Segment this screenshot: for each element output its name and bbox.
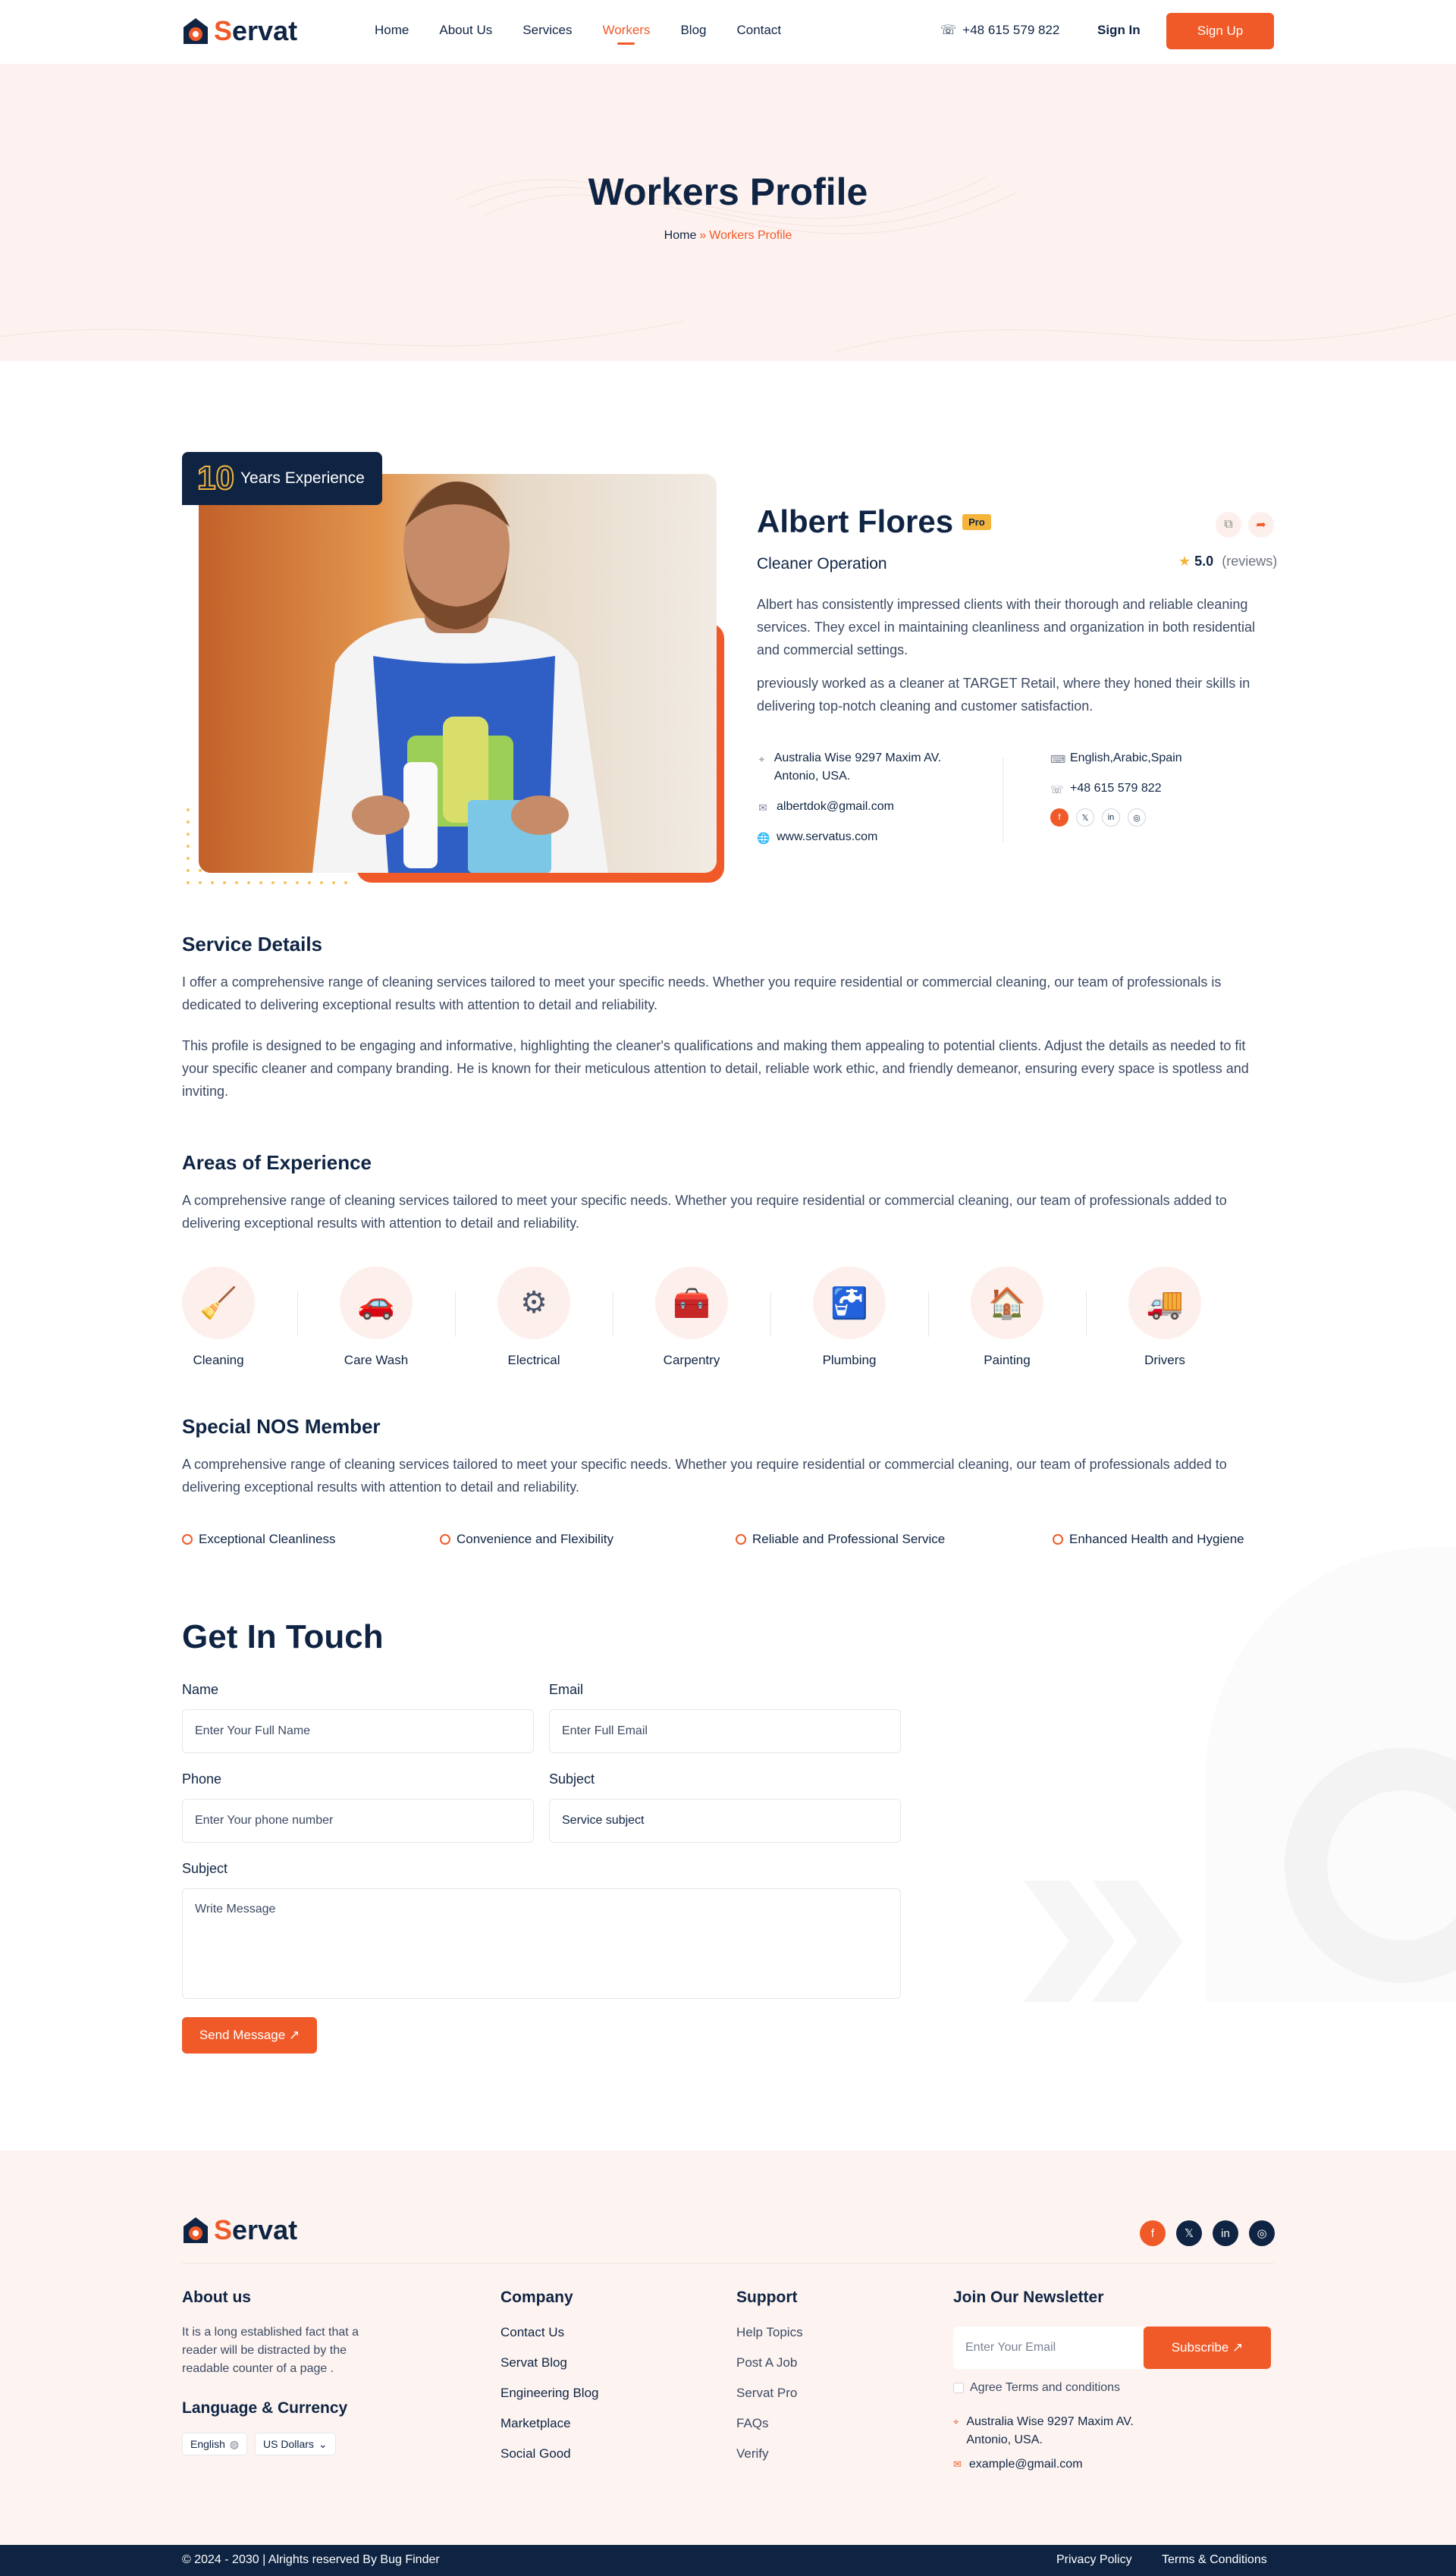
bio-paragraph-2: previously worked as a cleaner at TARGET Retail, where they honed their skills in delivering top-notch cleaning and customer satisfaction.: [757, 676, 1250, 714]
footer-link[interactable]: Marketplace: [500, 2416, 571, 2430]
area-divider: [297, 1291, 298, 1337]
area-label: Carpentry: [663, 1353, 720, 1367]
car-wash-icon: 🚗: [340, 1266, 413, 1339]
page-title: Workers Profile: [588, 171, 868, 213]
linkedin-icon[interactable]: in: [1102, 808, 1120, 827]
author-link[interactable]: Bug Finder: [380, 2553, 440, 2566]
bottom-bar: [0, 2545, 1456, 2576]
email-label: Email: [549, 1682, 584, 1697]
terms-link[interactable]: Terms & Conditions: [1162, 2553, 1267, 2566]
areas-text: A comprehensive range of cleaning services tailored to meet your specific needs. Whether you require residential or commercial cleaning, our team of professionals added to delivering exceptional results with attention to detail and reliability.: [182, 1193, 1227, 1231]
x-twitter-icon[interactable]: 𝕏: [1176, 2220, 1202, 2246]
breadcrumb-home[interactable]: Home: [664, 229, 697, 242]
service-paragraph-2: This profile is designed to be engaging and informative, highlighting the cleaner's qualifications and making them appealing to potential clients. Adjust the details as needed to fit your specific cleaner and company branding. He is known for their meticulous attention to detail, reliable work ethic, and friendly demeanor, ensuring every space is spotless and inviting.: [182, 1038, 1249, 1099]
instagram-icon[interactable]: ◎: [1128, 808, 1146, 827]
electrical-icon: ⚙: [497, 1266, 570, 1339]
facebook-icon[interactable]: f: [1050, 808, 1068, 827]
sign-in-link[interactable]: Sign In: [1097, 23, 1141, 37]
copy-icon[interactable]: ⧉: [1216, 512, 1241, 538]
reviews-link[interactable]: (reviews): [1222, 554, 1278, 569]
drivers-icon: 🚚: [1128, 1266, 1201, 1339]
area-item[interactable]: [496, 1266, 572, 1368]
footer-support-title: Support: [736, 2289, 798, 2306]
newsletter-email-input[interactable]: Enter Your Email: [953, 2327, 1143, 2369]
footer-link[interactable]: Servat Blog: [500, 2355, 567, 2370]
area-item[interactable]: [338, 1266, 414, 1368]
footer-link[interactable]: Social Good: [500, 2446, 571, 2461]
logo-house-icon: [182, 17, 209, 45]
footer-email[interactable]: ✉ example@gmail.com: [953, 2455, 1083, 2474]
footer-link[interactable]: Help Topics: [736, 2325, 803, 2339]
x-twitter-icon[interactable]: 𝕏: [1076, 808, 1094, 827]
footer-link[interactable]: Servat Pro: [736, 2386, 798, 2400]
nos-text: A comprehensive range of cleaning services tailored to meet your specific needs. Whether you require residential or commercial cleaning, our team of professionals added to delivering exceptional results with attention to detail and reliability.: [182, 1457, 1227, 1495]
area-item[interactable]: [969, 1266, 1045, 1368]
area-divider: [1086, 1291, 1087, 1337]
rating-value: 5.0: [1194, 554, 1214, 569]
chevron-down-icon: ⌄: [318, 2437, 328, 2450]
area-label: Electrical: [507, 1353, 560, 1367]
nav-blog[interactable]: Blog: [680, 23, 707, 37]
nav-home[interactable]: Home: [375, 23, 410, 37]
facebook-icon[interactable]: f: [1140, 2220, 1166, 2246]
experience-badge: [182, 452, 382, 505]
footer-link[interactable]: Contact Us: [500, 2325, 565, 2339]
ring-icon: [182, 1534, 193, 1545]
service-paragraph-1: I offer a comprehensive range of cleaning services tailored to meet your specific needs. Whether you require residential or commercial cleaning, our team of professionals is dedicated to delivering exceptional results with attention to detail and reliability.: [182, 974, 1222, 1012]
instagram-icon[interactable]: ◎: [1249, 2220, 1275, 2246]
subject-input[interactable]: Service subject: [549, 1799, 901, 1843]
site-header: [0, 0, 1456, 64]
logo-house-icon: [182, 2216, 209, 2245]
footer-lang-title: Language & Currency: [182, 2399, 348, 2417]
sign-up-button[interactable]: Sign Up: [1166, 13, 1274, 49]
footer-link[interactable]: Engineering Blog: [500, 2386, 599, 2400]
footer-company-title: Company: [500, 2289, 573, 2306]
logo[interactable]: [182, 15, 297, 47]
area-divider: [928, 1291, 929, 1337]
mail-icon: ✉: [953, 2458, 962, 2470]
feature-item: Convenience and Flexibility: [440, 1532, 613, 1547]
globe-icon: 🌐: [757, 832, 770, 844]
nav-services[interactable]: Services: [522, 23, 573, 37]
nav-about[interactable]: About Us: [439, 23, 493, 37]
copyright: © 2024 - 2030 | Alrights reserved By Bug Finder: [182, 2553, 440, 2566]
website-info[interactable]: 🌐 www.servatus.com: [757, 828, 877, 847]
currency-select[interactable]: US Dollars ⌄: [255, 2433, 336, 2455]
worker-name: Albert Flores: [757, 504, 954, 539]
area-divider: [770, 1291, 771, 1337]
area-label: Plumbing: [822, 1353, 877, 1367]
experience-label: Years Experience: [240, 469, 365, 487]
page-hero: [0, 64, 1456, 361]
footer-about-text: It is a long established fact that a reader will be distracted by the readable counter of a page .: [182, 2326, 359, 2375]
globe-icon: ◍: [229, 2437, 240, 2450]
painting-icon: 🏠: [971, 1266, 1043, 1339]
carpentry-icon: 🧰: [655, 1266, 728, 1339]
contact-title: Get In Touch: [182, 1618, 384, 1655]
feature-item: Reliable and Professional Service: [736, 1532, 945, 1547]
area-item[interactable]: [180, 1266, 256, 1368]
header-phone-text: +48 615 579 822: [962, 23, 1060, 37]
area-item[interactable]: [1127, 1266, 1203, 1368]
worker-photo: [199, 474, 717, 873]
subscribe-button[interactable]: Subscribe ↗: [1144, 2327, 1271, 2369]
send-message-button[interactable]: Send Message ↗: [182, 2017, 317, 2054]
footer-divider: [182, 2263, 1274, 2264]
star-icon: ★: [1178, 554, 1191, 569]
feature-item: Exceptional Cleanliness: [182, 1532, 336, 1547]
plumbing-icon: 🚰: [813, 1266, 886, 1339]
logo-text: Servat: [214, 2214, 298, 2245]
area-label: Drivers: [1144, 1353, 1185, 1367]
footer-link[interactable]: Post A Job: [736, 2355, 798, 2370]
footer-link[interactable]: FAQs: [736, 2416, 769, 2430]
logo-text: Servat: [214, 15, 298, 46]
ring-icon: [1053, 1534, 1063, 1545]
agree-checkbox[interactable]: [953, 2383, 964, 2393]
footer-newsletter-title: Join Our Newsletter: [953, 2289, 1104, 2306]
main-nav: [375, 23, 811, 38]
areas-title: Areas of Experience: [182, 1151, 372, 1174]
location-pin-icon: ⌖: [758, 753, 765, 765]
language-select[interactable]: English ◍: [182, 2433, 247, 2455]
bio-paragraph-1: Albert has consistently impressed clients with their thorough and reliable cleaning services. They excel in maintaining cleanliness and organization in both residential and commercial settings.: [757, 597, 1256, 657]
share-icon[interactable]: ➦: [1248, 512, 1274, 538]
area-label: Painting: [984, 1353, 1031, 1367]
footer-address: ⌖ Australia Wise 9297 Maxim AV. Antonio, USA.: [953, 2413, 1150, 2449]
phone-info[interactable]: ☏ +48 615 579 822: [1050, 780, 1162, 799]
pro-badge: Pro: [962, 514, 991, 530]
area-label: Cleaning: [193, 1353, 244, 1367]
location-pin-icon: ⌖: [953, 2416, 959, 2427]
area-divider: [455, 1291, 456, 1337]
phone-label: Phone: [182, 1771, 222, 1787]
header-phone[interactable]: [940, 23, 1059, 38]
agree-terms[interactable]: Agree Terms and conditions: [953, 2381, 1120, 2395]
mail-icon: ✉: [758, 802, 767, 814]
linkedin-icon[interactable]: in: [1213, 2220, 1238, 2246]
worker-name-row: [757, 504, 991, 540]
privacy-policy-link[interactable]: Privacy Policy: [1056, 2553, 1132, 2566]
name-input[interactable]: Enter Your Full Name: [182, 1709, 534, 1753]
area-label: Care Wash: [344, 1353, 409, 1367]
cleaning-icon: 🧹: [182, 1266, 255, 1339]
chevrons-decoration: [1024, 1881, 1183, 2002]
message-textarea[interactable]: Write Message: [182, 1888, 901, 1999]
worker-role: Cleaner Operation: [757, 555, 887, 573]
languages-info: ⌨ English,Arabic,Spain: [1050, 749, 1182, 768]
message-label: Subject: [182, 1861, 228, 1876]
ring-icon: [440, 1534, 450, 1545]
footer-logo[interactable]: [182, 2214, 297, 2246]
phone-icon: ☏: [1050, 783, 1064, 795]
feature-item: Enhanced Health and Hygiene: [1053, 1532, 1244, 1547]
experience-years: 10: [197, 460, 234, 497]
phone-input[interactable]: Enter Your phone number: [182, 1799, 534, 1843]
area-item[interactable]: [654, 1266, 730, 1368]
footer-about-title: About us: [182, 2289, 251, 2306]
breadcrumb-current: Workers Profile: [709, 229, 792, 242]
rating: [1178, 554, 1277, 569]
address-info: ⌖ Australia Wise 9297 Maxim AV. Antonio, USA.: [757, 749, 969, 786]
service-details-title: Service Details: [182, 933, 323, 955]
nos-title: Special NOS Member: [182, 1415, 381, 1438]
breadcrumb-separator: »: [699, 229, 707, 242]
phone-icon: ☏: [940, 23, 957, 37]
subject-label: Subject: [549, 1771, 595, 1787]
ring-icon: [736, 1534, 746, 1545]
breadcrumb: [0, 229, 1456, 243]
email-input[interactable]: Enter Full Email: [549, 1709, 901, 1753]
language-icon: ⌨: [1050, 753, 1066, 765]
area-item[interactable]: [811, 1266, 887, 1368]
email-info[interactable]: ✉ albertdok@gmail.com: [757, 798, 894, 817]
nav-workers[interactable]: Workers: [602, 23, 651, 37]
nav-contact[interactable]: Contact: [736, 23, 782, 37]
footer-link[interactable]: Verify: [736, 2446, 769, 2461]
name-label: Name: [182, 1682, 219, 1697]
